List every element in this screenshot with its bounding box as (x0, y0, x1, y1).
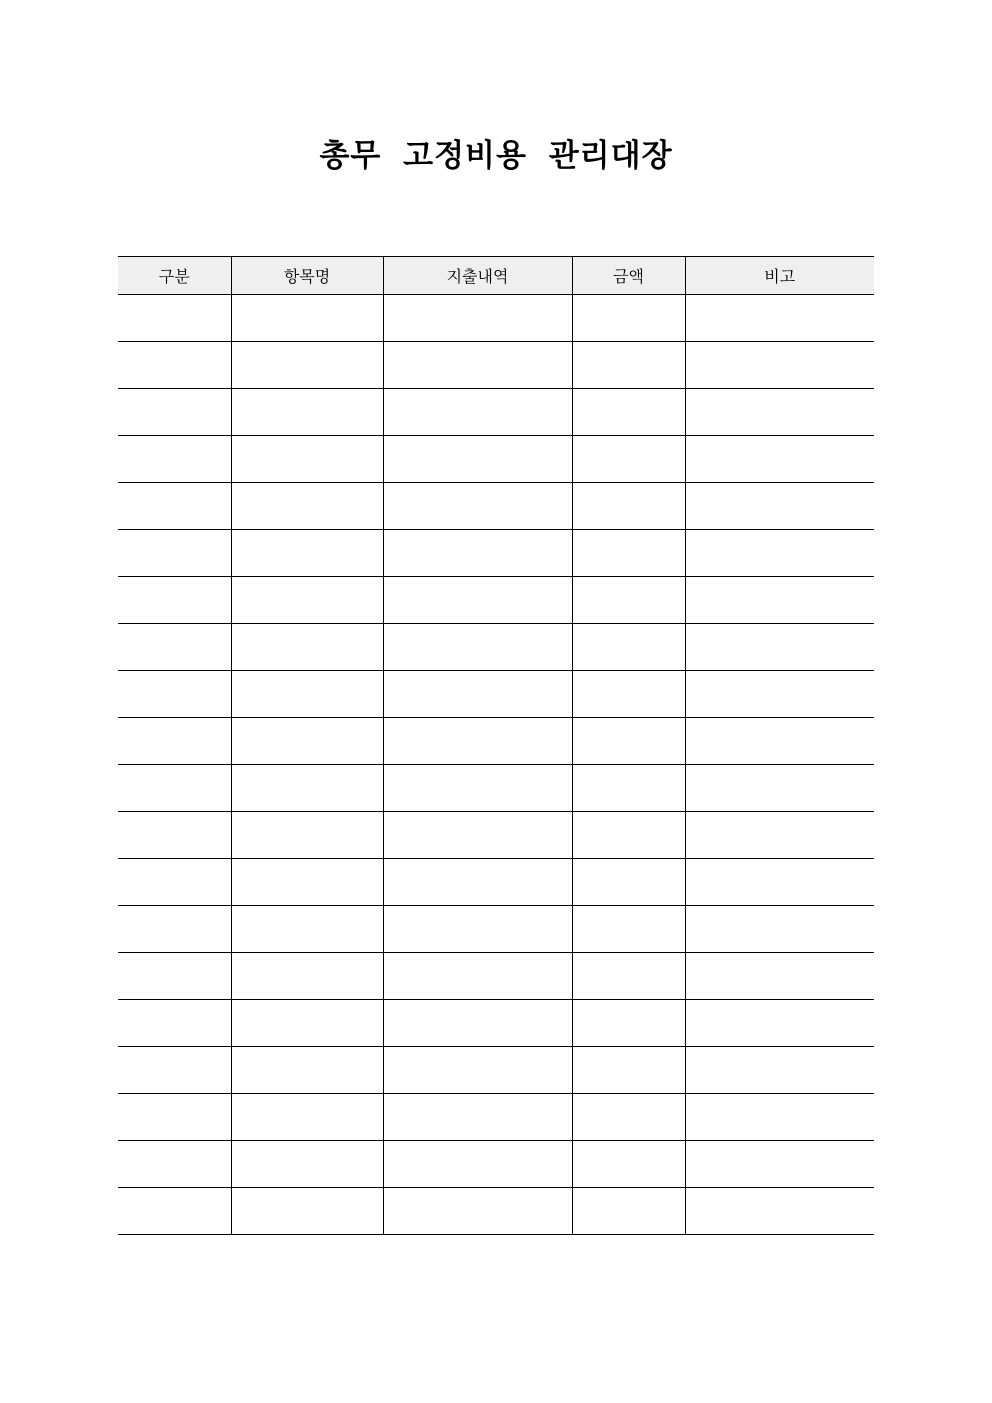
remarks-cell (685, 342, 874, 389)
category-cell (118, 1141, 231, 1188)
amount-cell (572, 530, 685, 577)
amount-cell (572, 436, 685, 483)
expense-details-cell (383, 671, 572, 718)
remarks-cell (685, 624, 874, 671)
expense-details-cell (383, 1141, 572, 1188)
category-cell (118, 906, 231, 953)
table-row (118, 1094, 874, 1141)
expense-details-cell (383, 718, 572, 765)
amount-cell (572, 624, 685, 671)
amount-cell (572, 1094, 685, 1141)
amount-cell (572, 483, 685, 530)
expense-details-cell (383, 859, 572, 906)
expense-details-cell (383, 1000, 572, 1047)
amount-cell (572, 906, 685, 953)
item-name-cell (231, 1047, 383, 1094)
item-name-cell (231, 859, 383, 906)
item-name-cell (231, 812, 383, 859)
category-cell (118, 436, 231, 483)
table-row (118, 436, 874, 483)
category-cell (118, 718, 231, 765)
table-row (118, 295, 874, 342)
amount-cell (572, 671, 685, 718)
remarks-cell (685, 765, 874, 812)
expense-details-cell (383, 624, 572, 671)
table-row (118, 812, 874, 859)
remarks-cell (685, 1047, 874, 1094)
column-header-expense-details: 지출내역 (383, 257, 572, 295)
amount-cell (572, 342, 685, 389)
category-cell (118, 671, 231, 718)
table-row (118, 1000, 874, 1047)
amount-cell (572, 953, 685, 1000)
remarks-cell (685, 1000, 874, 1047)
table-body (118, 295, 874, 1235)
expense-details-cell (383, 953, 572, 1000)
remarks-cell (685, 1094, 874, 1141)
category-cell (118, 1000, 231, 1047)
remarks-cell (685, 671, 874, 718)
item-name-cell (231, 906, 383, 953)
remarks-cell (685, 483, 874, 530)
remarks-cell (685, 906, 874, 953)
item-name-cell (231, 342, 383, 389)
table-row (118, 859, 874, 906)
expense-details-cell (383, 530, 572, 577)
amount-cell (572, 1047, 685, 1094)
expense-details-cell (383, 765, 572, 812)
table-row (118, 906, 874, 953)
amount-cell (572, 577, 685, 624)
remarks-cell (685, 295, 874, 342)
amount-cell (572, 1000, 685, 1047)
table-row (118, 389, 874, 436)
amount-cell (572, 765, 685, 812)
table-row (118, 1188, 874, 1235)
remarks-cell (685, 389, 874, 436)
expense-ledger-table (118, 256, 874, 1235)
item-name-cell (231, 295, 383, 342)
category-cell (118, 483, 231, 530)
expense-details-cell (383, 483, 572, 530)
category-cell (118, 765, 231, 812)
item-name-cell (231, 718, 383, 765)
column-header-category: 구분 (118, 257, 231, 295)
category-cell (118, 953, 231, 1000)
item-name-cell (231, 577, 383, 624)
table-row (118, 953, 874, 1000)
expense-details-cell (383, 577, 572, 624)
expense-details-cell (383, 1047, 572, 1094)
item-name-cell (231, 671, 383, 718)
table-row (118, 1047, 874, 1094)
remarks-cell (685, 530, 874, 577)
page-title: 총무 고정비용 관리대장 (319, 138, 673, 174)
category-cell (118, 389, 231, 436)
category-cell (118, 530, 231, 577)
amount-cell (572, 859, 685, 906)
remarks-cell (685, 859, 874, 906)
item-name-cell (231, 1188, 383, 1235)
category-cell (118, 1188, 231, 1235)
remarks-cell (685, 953, 874, 1000)
remarks-cell (685, 812, 874, 859)
column-header-remarks: 비고 (685, 257, 874, 295)
item-name-cell (231, 765, 383, 812)
expense-details-cell (383, 906, 572, 953)
category-cell (118, 577, 231, 624)
table-row (118, 765, 874, 812)
expense-details-cell (383, 1188, 572, 1235)
item-name-cell (231, 389, 383, 436)
amount-cell (572, 1141, 685, 1188)
remarks-cell (685, 1141, 874, 1188)
table-header-row (118, 257, 874, 295)
expense-details-cell (383, 812, 572, 859)
item-name-cell (231, 1094, 383, 1141)
amount-cell (572, 295, 685, 342)
amount-cell (572, 389, 685, 436)
item-name-cell (231, 483, 383, 530)
amount-cell (572, 718, 685, 765)
table-row (118, 718, 874, 765)
expense-details-cell (383, 389, 572, 436)
table-row (118, 530, 874, 577)
category-cell (118, 295, 231, 342)
category-cell (118, 859, 231, 906)
expense-details-cell (383, 1094, 572, 1141)
remarks-cell (685, 1188, 874, 1235)
remarks-cell (685, 718, 874, 765)
amount-cell (572, 1188, 685, 1235)
category-cell (118, 812, 231, 859)
expense-details-cell (383, 436, 572, 483)
table-row (118, 577, 874, 624)
expense-details-cell (383, 342, 572, 389)
item-name-cell (231, 624, 383, 671)
category-cell (118, 1094, 231, 1141)
table-row (118, 483, 874, 530)
item-name-cell (231, 530, 383, 577)
category-cell (118, 624, 231, 671)
table-row (118, 624, 874, 671)
remarks-cell (685, 436, 874, 483)
item-name-cell (231, 1000, 383, 1047)
table-row (118, 1141, 874, 1188)
column-header-amount: 금액 (572, 257, 685, 295)
table-row (118, 671, 874, 718)
category-cell (118, 342, 231, 389)
table-row (118, 342, 874, 389)
item-name-cell (231, 1141, 383, 1188)
item-name-cell (231, 436, 383, 483)
category-cell (118, 1047, 231, 1094)
amount-cell (572, 812, 685, 859)
expense-details-cell (383, 295, 572, 342)
column-header-item-name: 항목명 (231, 257, 383, 295)
remarks-cell (685, 577, 874, 624)
item-name-cell (231, 953, 383, 1000)
